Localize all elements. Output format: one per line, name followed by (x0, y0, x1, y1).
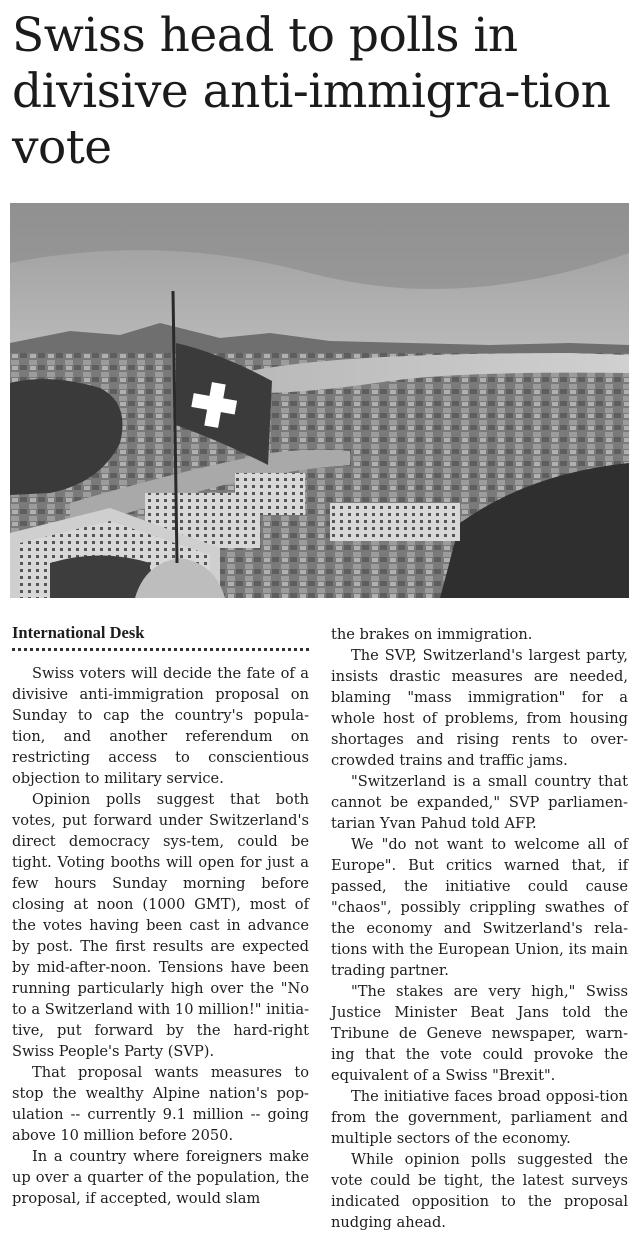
body-paragraph: The SVP, Switzerland's largest party, insists drastic measures are needed, blaming "mass immigration" for a whole host of problems, from housing shortages and rising rents to over-crowded trains and traffic jams. (331, 647, 628, 769)
body-paragraph: "The stakes are very high," Swiss Justice Minister Beat Jans told the Tribune de Geneve newspaper, warn-ing that the vote could provoke the equivalent of a Swiss "Brexit". (331, 983, 628, 1084)
body-paragraph: While opinion polls suggested the vote could be tight, the latest surveys indicated opposition to the proposal nudging ahead. (331, 1151, 628, 1231)
body-paragraph: We "do not want to welcome all of Europe". But critics warned that, if passed, the initiative could cause "chaos", possibly crippling swathes of the economy and Switzerland's rela-tions with the European Union, its main trading partner. (331, 836, 628, 979)
body-paragraph: "Switzerland is a small country that cannot be expanded," SVP parliamen-tarian Yvan Pahud told AFP. (331, 773, 628, 832)
body-paragraph: Swiss voters will decide the fate of a divisive anti-immigration proposal on Sunday to cap the country's popula-tion, and another referendum on restricting access to conscientious objection to military service. (12, 665, 309, 787)
body-paragraph: The initiative faces broad opposi-tion from the government, parliament and multiple sectors of the economy. (331, 1088, 628, 1147)
body-paragraph-continued: the brakes on immigration. (331, 626, 533, 643)
body-paragraph: That proposal wants measures to stop the wealthy Alpine nation's pop-ulation -- currently 9.1 million -- going above 10 million before 2050. (12, 1064, 309, 1144)
swiss-flag-over-city-photo (10, 203, 629, 598)
dotted-divider (12, 648, 309, 651)
right-column (331, 624, 628, 1233)
body-paragraph: Opinion polls suggest that both votes, put forward under Switzerland's direct democracy sys-tem, could be tight. Voting booths will open for just a few hours Sunday morning before closing at noon (1000 GMT), most of the votes having been cast in advance by post. The first results are expected by mid-after-noon. Tensions have been running particularly high over the "No to a Switzerland with 10 million!" initia-tive, put forward by the hard-right Swiss People's Party (SVP). (12, 791, 309, 1060)
headline: Swiss head to polls in divisive anti-immigra-tion vote (12, 8, 611, 175)
section-label: International Desk (12, 623, 145, 642)
body-paragraph: In a country where foreigners make up over a quarter of the population, the proposal, if accepted, would slam (12, 1148, 309, 1207)
article-photo (10, 203, 629, 598)
left-column (12, 622, 309, 1209)
